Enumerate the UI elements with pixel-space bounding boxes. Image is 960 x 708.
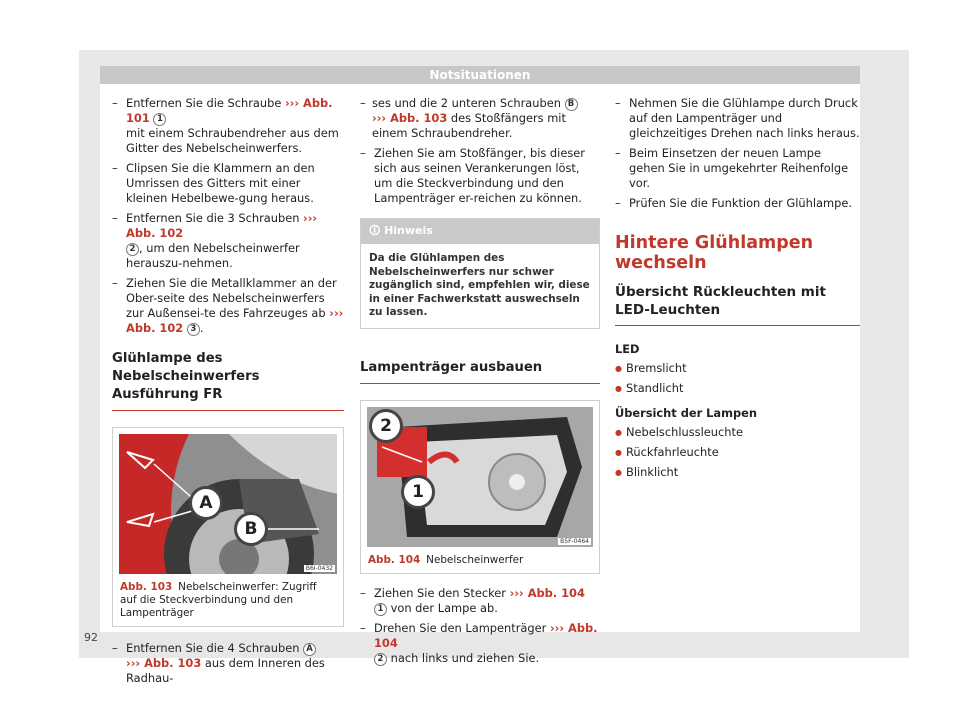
callout-a: A <box>189 486 223 520</box>
figure-link[interactable]: ››› Abb. 101 <box>126 96 333 125</box>
callout-letter: A <box>303 643 316 656</box>
figure-link[interactable]: ››› Abb. 103 <box>126 656 202 670</box>
step-remove-clip: – Ziehen Sie die Metallklammer an der Ober-seite des Nebelscheinwerfers zur Außensei-te des Fahrzeuges ab ››› Abb. 102 3 . <box>112 276 344 336</box>
step-pull-plug: – Ziehen Sie den Stecker ››› Abb. 104 1 von der Lampe ab. <box>360 586 600 616</box>
callout-1: 1 <box>401 475 435 509</box>
callout-2: 2 <box>369 409 403 443</box>
list-item: ● Standlicht <box>615 381 860 396</box>
figure-link[interactable]: ››› Abb. 102 <box>126 211 318 240</box>
section-heading-rear-lights: Übersicht Rückleuchten mit LED-Leuchten <box>615 283 860 326</box>
section-header: Notsituationen <box>100 66 860 84</box>
figure-code: B6I-0432 <box>305 565 333 572</box>
page-number: 92 <box>84 631 98 644</box>
note-text: Da die Glühlampen des Nebelscheinwerfers nur schwer zugänglich sind, empfehlen wir, diese in einer Fachwerkstatt auswechseln zu lassen. <box>369 252 590 318</box>
figure-104-caption: Abb. 104 Nebelscheinwerfer <box>368 553 524 566</box>
callout-letter: B <box>565 98 578 111</box>
figure-link[interactable]: ››› Abb. 104 <box>374 620 598 650</box>
lamps-label: Übersicht der Lampen <box>615 406 757 420</box>
wheel-arch-illustration <box>119 434 337 574</box>
step-remove-3-screws: – Entfernen Sie die 3 Schrauben ››› Abb. 102 2 , um den Nebelscheinwerfer herauszu-nehmen. <box>112 211 344 271</box>
step-remove-screw: – Entfernen Sie die Schraube ››› Abb. 101 1 mit einem Schraubendreher aus dem Gitter des Nebelscheinwerfers. <box>112 96 344 156</box>
figure-103 <box>112 427 344 627</box>
column-3 <box>615 96 860 485</box>
section-heading-fog-lamp: Glühlampe des Nebelscheinwerfers Ausführung FR <box>112 350 344 411</box>
section-heading-lamp-holder: Lampenträger ausbauen <box>360 359 600 384</box>
info-icon: 🛈 <box>369 224 381 237</box>
list-item: ● Nebelschlussleuchte <box>615 425 860 440</box>
callout-number: 1 <box>153 113 166 126</box>
note-box <box>360 218 600 329</box>
step-insert-new: – Beim Einsetzen der neuen Lampe gehen Sie in umgekehrter Reihenfolge vor. <box>615 146 860 191</box>
step-unclip-grille: – Clipsen Sie die Klammern an den Umrissen des Gitters mit einer kleinen Hebelbewe-gung heraus. <box>112 161 344 206</box>
figure-103-image <box>119 434 337 574</box>
callout-number: 3 <box>187 323 200 336</box>
chapter-title: Hintere Glühlampen wechseln <box>615 233 814 273</box>
column-2 <box>360 96 600 671</box>
figure-103-caption: Abb. 103 Nebelscheinwerfer: Zugriff auf die Steckverbindung und den Lampenträger <box>120 581 317 619</box>
list-item: ● Bremslicht <box>615 361 860 376</box>
list-item: ● Rückfahrleuchte <box>615 445 860 460</box>
callout-b: B <box>234 512 268 546</box>
figure-104 <box>360 400 600 574</box>
figure-code: B5F-0464 <box>560 537 589 545</box>
list-item: ● Blinklicht <box>615 465 860 480</box>
step-turn-holder: – Drehen Sie den Lampenträger ››› Abb. 104 2 nach links und ziehen Sie. <box>360 621 600 666</box>
callout-number: 2 <box>374 653 387 666</box>
figure-104-image <box>367 407 593 547</box>
step-pull-bumper: – Ziehen Sie am Stoßfänger, bis dieser sich aus seinen Verankerungen löst, um die Steckverbindung und den Lampenträger er-reichen zu können. <box>360 146 600 206</box>
step-check-function: – Prüfen Sie die Funktion der Glühlampe. <box>615 196 860 211</box>
figure-link[interactable]: ››› Abb. 104 <box>509 585 585 600</box>
callout-number: 1 <box>374 603 387 616</box>
column-1 <box>112 96 344 691</box>
figure-link[interactable]: ››› Abb. 103 <box>372 111 448 125</box>
step-remove-bulb: – Nehmen Sie die Glühlampe durch Druck auf den Lampenträger und gleichzeitiges Drehen nach links heraus. <box>615 96 860 141</box>
led-label: LED <box>615 342 640 356</box>
step-continued: – ses und die 2 unteren Schrauben B ››› Abb. 103 des Stoßfängers mit einem Schraubendreher. <box>360 96 600 141</box>
note-header: 🛈 Hinweis <box>361 219 599 244</box>
callout-number: 2 <box>126 243 139 256</box>
figure-link[interactable]: ››› Abb. 102 <box>126 306 344 335</box>
step-remove-4-screws: – Entfernen Sie die 4 Schrauben A ››› Abb. 103 aus dem Inneren des Radhau- <box>112 641 344 686</box>
